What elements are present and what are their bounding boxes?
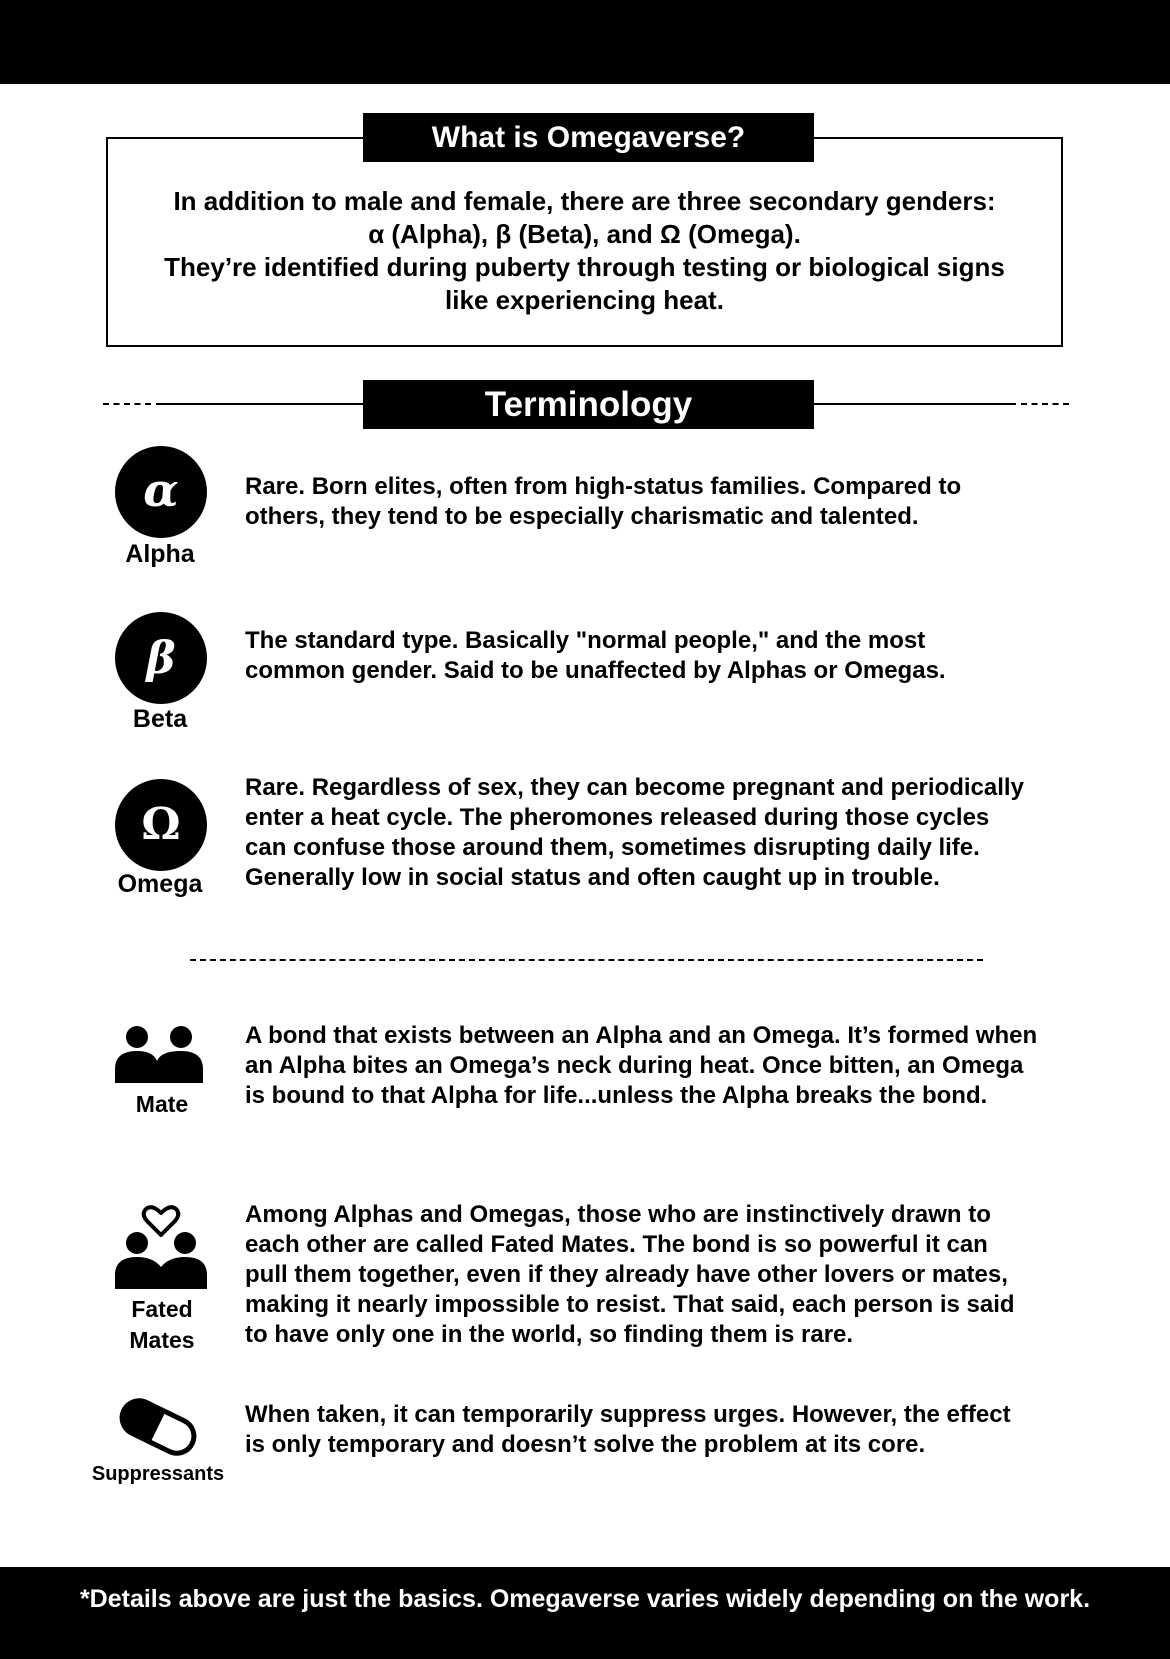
fated-mates-description-line: Among Alphas and Omegas, those who are instinctively drawn to bbox=[245, 1201, 991, 1228]
intro-text bbox=[106, 185, 1063, 317]
fated-mates-label bbox=[82, 1294, 242, 1356]
intro-line: They’re identified during puberty through testing or biological signs bbox=[164, 252, 1005, 282]
fated-mates-description-line: pull them together, even if they already have other lovers or mates, bbox=[245, 1261, 1008, 1288]
suppressants-description-line: is only temporary and doesn’t solve the problem at its core. bbox=[245, 1431, 926, 1458]
beta-description bbox=[245, 626, 946, 686]
terminology-rule-right bbox=[814, 403, 1016, 405]
alpha-description-line: Rare. Born elites, often from high-status families. Compared to bbox=[245, 473, 962, 500]
terminology-rule-dash-left bbox=[103, 403, 151, 405]
omega-description-line: enter a heat cycle. The pheromones released during those cycles bbox=[245, 804, 990, 831]
suppressants-description-line: When taken, it can temporarily suppress urges. However, the effect bbox=[245, 1401, 1011, 1428]
fated-mates-label-line: Fated bbox=[131, 1296, 193, 1322]
omega-description bbox=[245, 773, 1024, 893]
suppressants-description bbox=[245, 1400, 1011, 1460]
pill-capsule-icon bbox=[112, 1394, 204, 1460]
section-divider bbox=[190, 959, 983, 961]
footer-note: *Details above are just the basics. Omegaverse varies widely depending on the work. bbox=[79, 1585, 1091, 1613]
terminology-title: Terminology bbox=[363, 380, 814, 429]
mate-label: Mate bbox=[135, 1091, 189, 1117]
beta-description-line: The standard type. Basically "normal people," and the most bbox=[245, 627, 926, 654]
beta-label: Beta bbox=[132, 705, 188, 733]
intro-line: α (Alpha), β (Beta), and Ω (Omega). bbox=[368, 219, 801, 249]
suppressants-label: Suppressants bbox=[91, 1463, 225, 1485]
omega-description-line: Generally low in social status and often caught up in trouble. bbox=[245, 864, 940, 891]
terminology-rule-left bbox=[156, 403, 363, 405]
intro-line: In addition to male and female, there are three secondary genders: bbox=[173, 186, 996, 216]
mate-description-line: is bound to that Alpha for life...unless the Alpha breaks the bond. bbox=[245, 1082, 988, 1109]
terminology-rule-dash-right bbox=[1021, 403, 1069, 405]
mate-description bbox=[245, 1021, 1037, 1111]
omega-symbol-icon: Ω bbox=[115, 779, 207, 871]
mate-description-line: A bond that exists between an Alpha and an Omega. It’s formed when bbox=[245, 1022, 1038, 1049]
omega-label: Omega bbox=[117, 870, 203, 898]
alpha-description bbox=[245, 472, 961, 532]
fated-mates-description-line: making it nearly impossible to resist. That said, each person is said bbox=[245, 1291, 1015, 1318]
alpha-label: Alpha bbox=[125, 540, 195, 568]
fated-mates-description-line: each other are called Fated Mates. The bond is so powerful it can bbox=[245, 1231, 988, 1258]
alpha-symbol-icon: α bbox=[115, 446, 207, 538]
fated-mates-description-line: to have only one in the world, so finding them is rare. bbox=[245, 1321, 854, 1348]
beta-description-line: common gender. Said to be unaffected by Alphas or Omegas. bbox=[245, 657, 946, 684]
intro-line: like experiencing heat. bbox=[445, 285, 724, 315]
intro-title: What is Omegaverse? bbox=[363, 113, 814, 162]
top-black-band bbox=[0, 0, 1170, 84]
omega-description-line: Rare. Regardless of sex, they can become pregnant and periodically bbox=[245, 774, 1024, 801]
omega-description-line: can confuse those around them, sometimes disrupting daily life. bbox=[245, 834, 980, 861]
pair-with-heart-icon bbox=[113, 1205, 209, 1289]
alpha-description-line: others, they tend to be especially charismatic and talented. bbox=[245, 503, 919, 530]
fated-mates-label-line: Mates bbox=[129, 1327, 195, 1353]
beta-symbol-icon: β bbox=[115, 612, 207, 704]
mate-description-line: an Alpha bites an Omega’s neck during heat. Once bitten, an Omega bbox=[245, 1052, 1024, 1079]
pair-of-people-icon bbox=[113, 1025, 205, 1085]
fated-mates-description bbox=[245, 1200, 1015, 1350]
